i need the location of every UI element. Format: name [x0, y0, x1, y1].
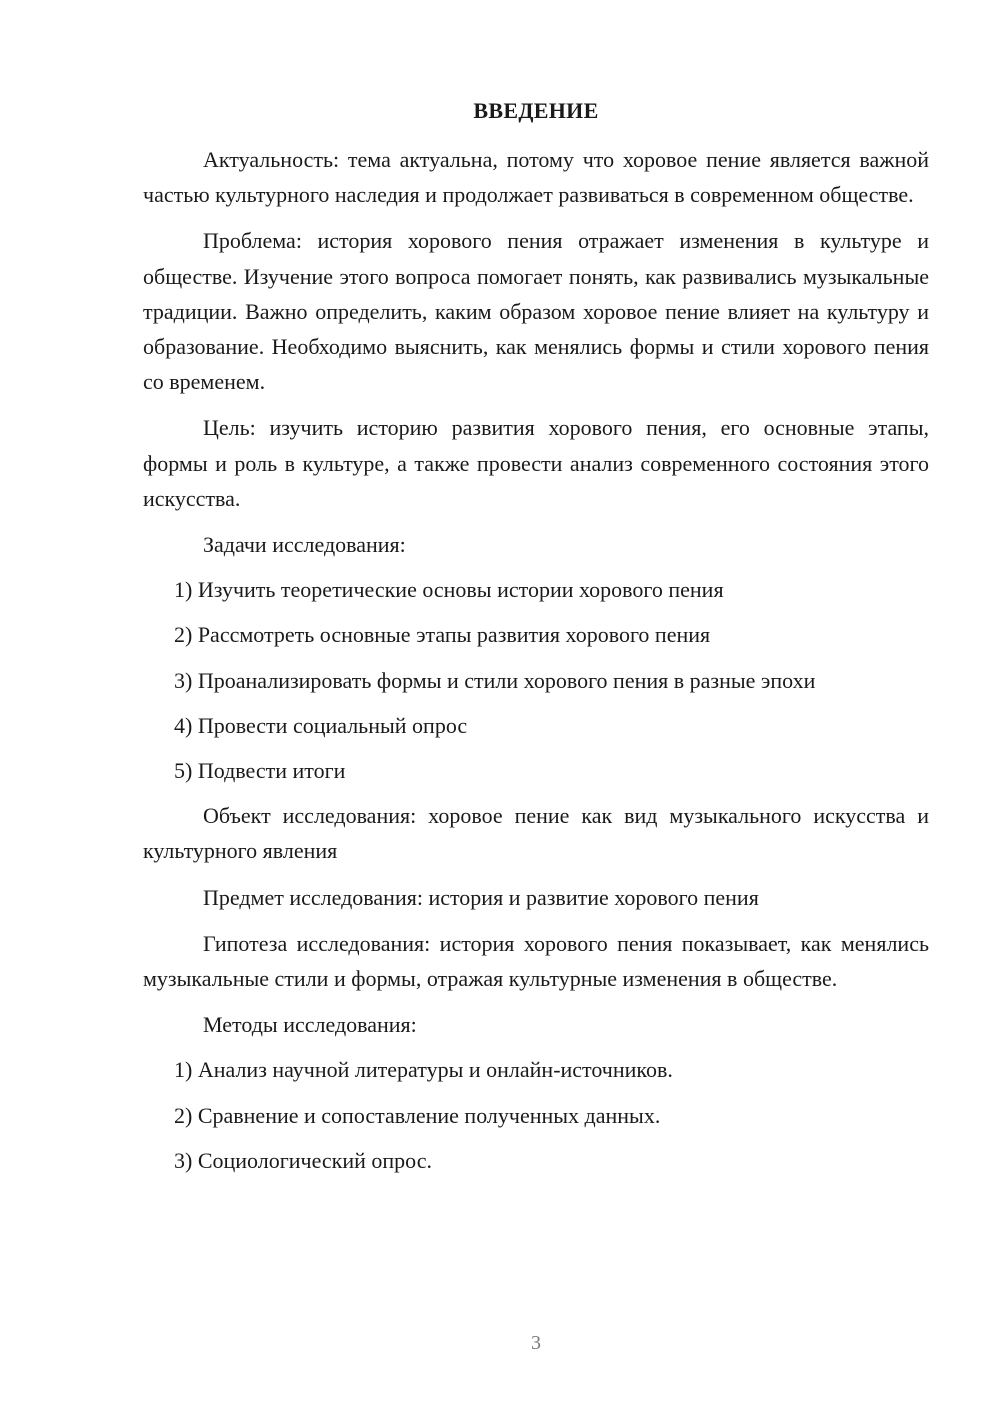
tasks-label: Задачи исследования: [203, 532, 406, 558]
page-number: 3 [531, 1332, 541, 1354]
object-paragraph: Объект исследования: хоровое пение как вид музыкального искусства и культурного явления [143, 803, 929, 864]
relevance-paragraph: Актуальность: тема актуальна, потому что хоровое пение является важной частью культурного наследия и продолжает развиваться в современном обществе. [143, 147, 929, 208]
method-item: 1) Анализ научной литературы и онлайн-источников. [174, 1057, 673, 1083]
task-item: 2) Рассмотреть основные этапы развития хорового пения [174, 622, 711, 648]
document-body [143, 142, 929, 1188]
methods-label: Методы исследования: [203, 1012, 417, 1038]
problem-paragraph: Проблема: история хорового пения отражает изменения в культуре и обществе. Изучение этого вопроса помогает понять, как развивались музыкальные традиции. Важно определить, каким образом хоровое пение влияет на культуру и образование. Необходимо выяснить, как менялись формы и стили хорового пения со временем. [143, 228, 929, 395]
task-item: 5) Подвести итоги [174, 758, 346, 784]
method-item: 2) Сравнение и сопоставление полученных данных. [174, 1102, 661, 1128]
hypothesis-paragraph: Гипотеза исследования: история хорового пения показывает, как менялись музыкальные стили и формы, отражая культурные изменения в обществе. [143, 930, 929, 992]
page-title: ВВЕДЕНИЕ [473, 98, 599, 123]
task-item: 1) Изучить теоретические основы истории хорового пения [174, 577, 724, 603]
method-item: 3) Социологический опрос. [174, 1147, 432, 1173]
task-item: 4) Провести социальный опрос [174, 712, 468, 738]
subject-paragraph: Предмет исследования: история и развитие хорового пения [203, 884, 759, 910]
goal-paragraph: Цель: изучить историю развития хорового пения, его основные этапы, формы и роль в культуре, а также провести анализ современного состояния этого искусства. [143, 415, 929, 511]
task-item: 3) Проанализировать формы и стили хорового пения в разные эпохи [174, 667, 816, 693]
document-page [143, 0, 929, 1414]
